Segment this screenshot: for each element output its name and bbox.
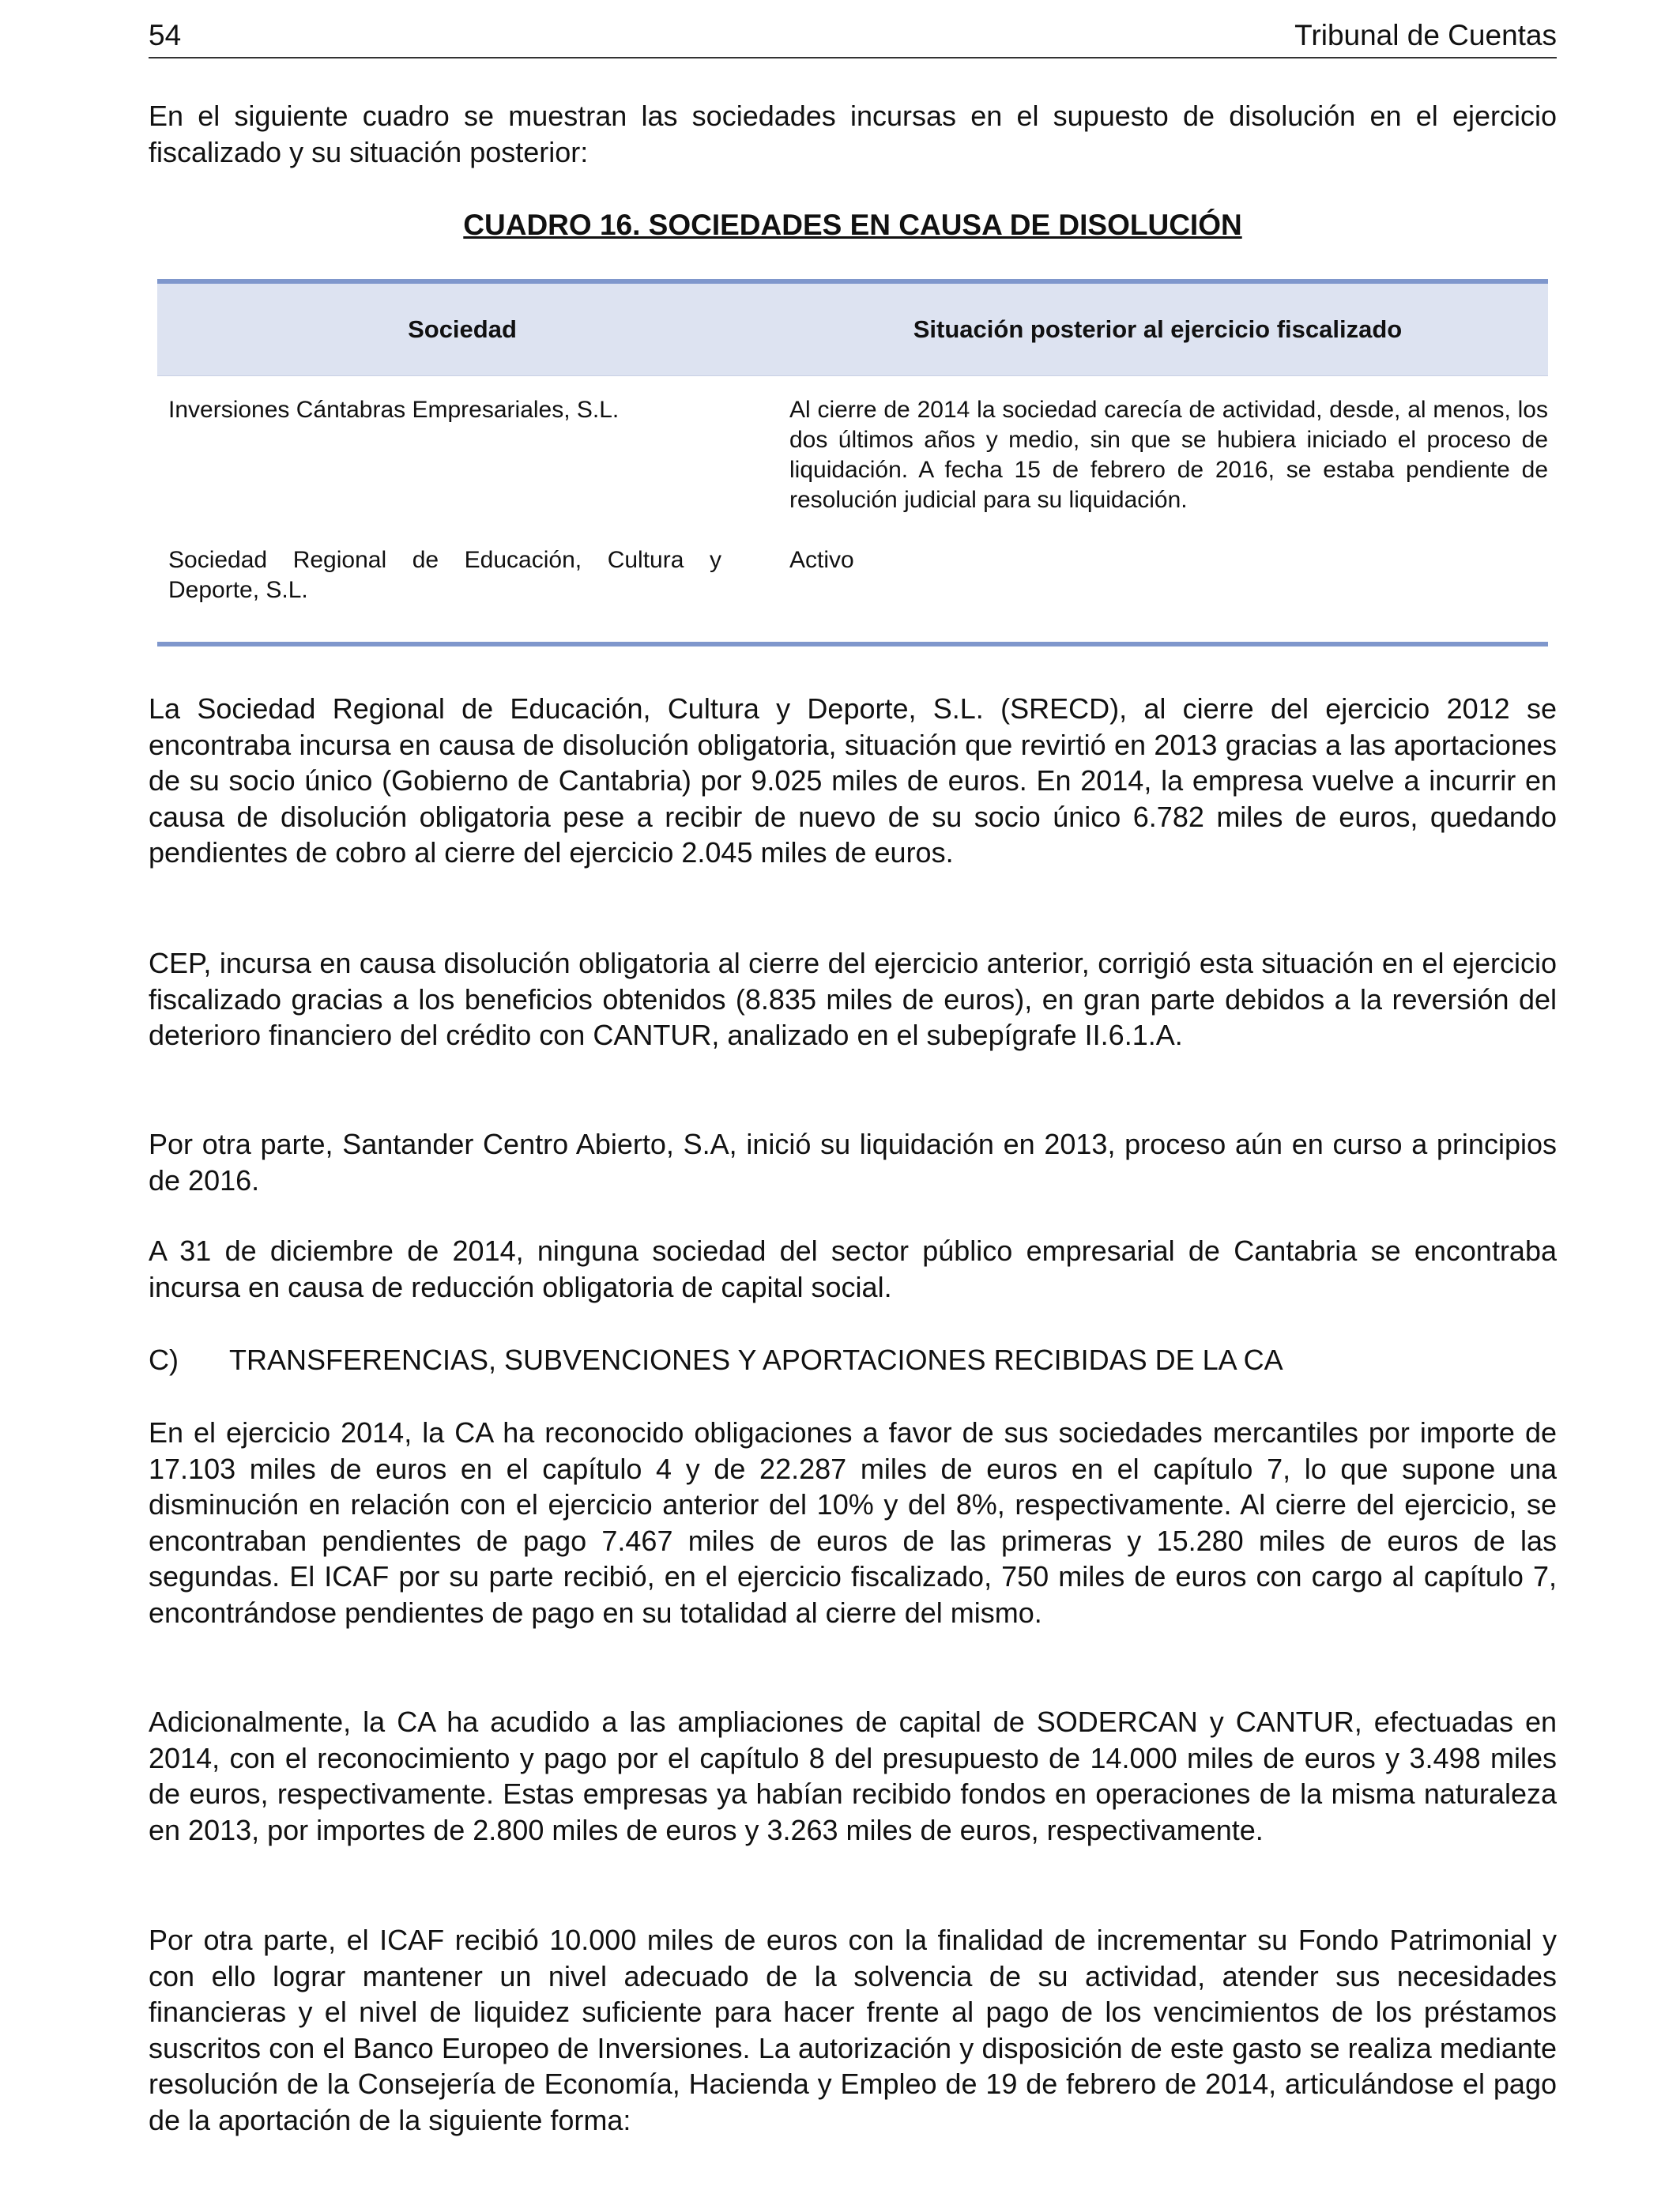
- body-paragraph: A 31 de diciembre de 2014, ninguna sociedad del sector público empresarial de Cantabria se encontraba incursa en causa de reducción obligatoria de capital social.: [149, 1235, 1557, 1303]
- cell-situacion: Activo: [789, 547, 854, 573]
- running-title: Tribunal de Cuentas: [1294, 19, 1557, 51]
- cell-situacion: Al cierre de 2014 la sociedad carecía de actividad, desde, al menos, los dos últimos años y medio, sin que se hubiera iniciado el proceso de liquidación. A fecha 15 de febrero de 2016, se estaba pendiente de resolución judicial para su liquidación.: [789, 397, 1548, 513]
- section-number: C): [149, 1344, 179, 1376]
- table-caption-text: CUADRO 16. SOCIEDADES EN CAUSA DE DISOLUCIÓN: [463, 209, 1242, 241]
- body-paragraph: En el ejercicio 2014, la CA ha reconocido obligaciones a favor de sus sociedades mercantiles por importe de 17.103 miles de euros en el capítulo 4 y de 22.287 miles de euros en el capítulo 7, lo que supone una disminución en relación con el ejercicio anterior del 10% y del 8%, respectivamente. Al cierre del ejercicio, se encontraban pendientes de pago 7.467 miles de euros de las primeras y 15.280 miles de euros de las segundas. El ICAF por su parte recibió, en el ejercicio fiscalizado, 750 miles de euros con cargo al capítulo 7, encontrándose pendientes de pago en su totalidad al cierre del mismo.: [149, 1416, 1557, 1629]
- column-header-situacion: Situación posterior al ejercicio fiscalizado: [913, 315, 1403, 343]
- dissolution-table: [157, 279, 1548, 647]
- intro-paragraph: En el siguiente cuadro se muestran las sociedades incursas en el supuesto de disolución en el ejercicio fiscalizado y su situación posterior:: [149, 100, 1557, 168]
- cell-sociedad: Inversiones Cántabras Empresariales, S.L.: [168, 397, 620, 423]
- table-row: [157, 376, 1548, 539]
- table-row: [157, 539, 1548, 642]
- body-paragraph: Adicionalmente, la CA ha acudido a las ampliaciones de capital de SODERCAN y CANTUR, efectuadas en 2014, con el reconocimiento y pago por el capítulo 8 del presupuesto de 14.000 miles de euros y 3.498 miles de euros, respectivamente. Estas empresas ya habían recibido fondos en operaciones de la misma naturaleza en 2013, por importes de 2.800 miles de euros y 3.263 miles de euros, respectivamente.: [149, 1706, 1557, 1846]
- table-caption: [149, 209, 1557, 242]
- body-paragraph: CEP, incursa en causa disolución obligatoria al cierre del ejercicio anterior, corrigió esta situación en el ejercicio fiscalizado gracias a los beneficios obtenidos (8.835 miles de euros), en gran parte debidos a la reversión del deterioro financiero del crédito con CANTUR, analizado en el subepígrafe II.6.1.A.: [149, 947, 1557, 1051]
- cell-sociedad: Sociedad Regional de Educación, Cultura y Deporte, S.L.: [168, 547, 721, 603]
- body-paragraph: La Sociedad Regional de Educación, Cultura y Deporte, S.L. (SRECD), al cierre del ejercicio 2012 se encontraba incursa en causa de disolución obligatoria, situación que revirtió en 2013 gracias a las aportaciones de su socio único (Gobierno de Cantabria) por 9.025 miles de euros. En 2014, la empresa vuelve a incurrir en causa de disolución obligatoria pese a recibir de nuevo de su socio único 6.782 miles de euros, quedando pendientes de cobro al cierre del ejercicio 2.045 miles de euros.: [149, 692, 1557, 869]
- page-header: [149, 17, 1557, 58]
- section-heading: [149, 1342, 1557, 1378]
- body-paragraph: Por otra parte, Santander Centro Abierto, S.A, inició su liquidación en 2013, proceso aún en curso a principios de 2016.: [149, 1128, 1557, 1197]
- table-header-row: [157, 284, 1548, 376]
- section-title: TRANSFERENCIAS, SUBVENCIONES Y APORTACIONES RECIBIDAS DE LA CA: [229, 1344, 1283, 1376]
- page-number: 54: [149, 19, 182, 51]
- column-header-sociedad: Sociedad: [408, 315, 517, 343]
- body-paragraph: Por otra parte, el ICAF recibió 10.000 miles de euros con la finalidad de incrementar su Fondo Patrimonial y con ello lograr mantener un nivel adecuado de la solvencia de su actividad, atender sus necesidades financieras y el nivel de liquidez suficiente para hacer frente al pago de los vencimientos de los préstamos suscritos con el Banco Europeo de Inversiones. La autorización y disposición de este gasto se realiza mediante resolución de la Consejería de Economía, Hacienda y Empleo de 19 de febrero de 2014, articulándose el pago de la aportación de la siguiente forma:: [149, 1924, 1557, 2136]
